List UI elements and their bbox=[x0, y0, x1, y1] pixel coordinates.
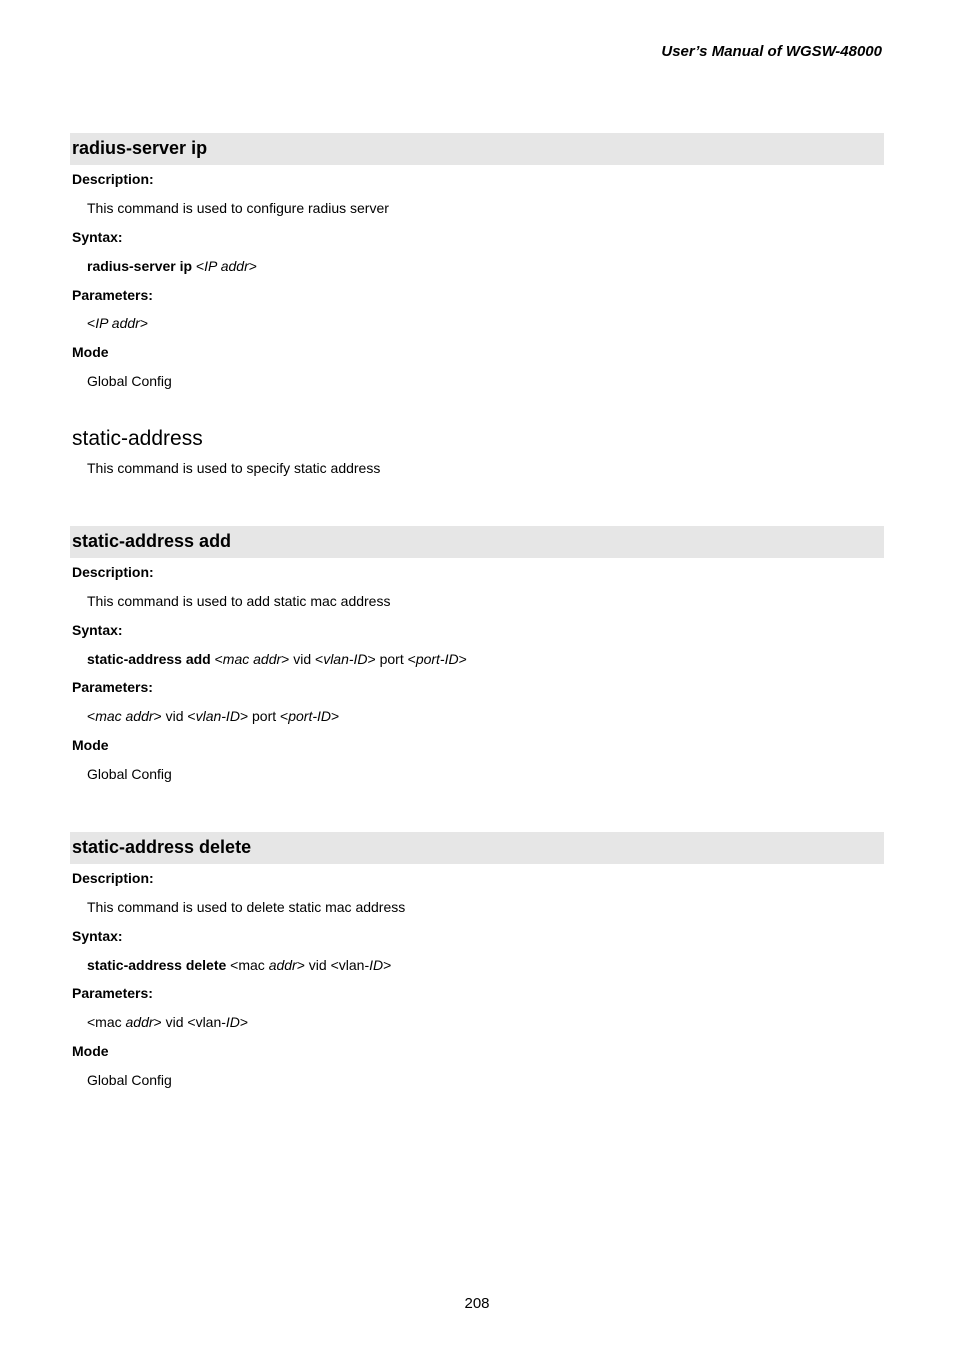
description-label: Description: bbox=[72, 870, 154, 886]
syntax-argument: IP addr bbox=[204, 258, 249, 274]
syntax-label: Syntax: bbox=[72, 622, 123, 638]
param-argument: ID bbox=[225, 1014, 240, 1030]
parameters-label: Parameters: bbox=[72, 985, 153, 1001]
syntax-punct: > bbox=[458, 651, 467, 667]
param-argument: mac addr bbox=[95, 708, 154, 724]
syntax-punct: > bbox=[248, 258, 257, 274]
section-title: radius-server ip bbox=[72, 138, 208, 158]
mode-label: Mode bbox=[72, 344, 109, 360]
parameters-label: Parameters: bbox=[72, 287, 153, 303]
section-title: static-address add bbox=[72, 531, 232, 551]
param-punct: > bbox=[331, 708, 340, 724]
syntax-command: static-address add bbox=[87, 651, 211, 667]
syntax-punct: < bbox=[192, 258, 205, 274]
param-punct: > bbox=[139, 315, 148, 331]
param-punct: < bbox=[87, 315, 96, 331]
mode-text: Global Config bbox=[87, 1072, 172, 1088]
param-argument: vlan-ID bbox=[195, 708, 240, 724]
parameters-text bbox=[87, 1014, 248, 1030]
description-label: Description: bbox=[72, 564, 154, 580]
description-text: This command is used to delete static mac address bbox=[87, 899, 406, 915]
syntax-punct: > bbox=[383, 957, 392, 973]
param-punct: > port < bbox=[239, 708, 289, 724]
syntax-text bbox=[87, 957, 391, 973]
section-header-radius-server-ip bbox=[70, 133, 884, 165]
param-punct: > vid < bbox=[153, 708, 196, 724]
parameters-label: Parameters: bbox=[72, 679, 153, 695]
section-header-static-address-add bbox=[70, 526, 884, 558]
mode-label: Mode bbox=[72, 1043, 109, 1059]
section-title: static-address delete bbox=[72, 837, 252, 857]
group-description: This command is used to specify static address bbox=[87, 460, 381, 476]
description-text: This command is used to add static mac address bbox=[87, 593, 391, 609]
syntax-text bbox=[87, 258, 257, 274]
syntax-argument: vlan-ID bbox=[323, 651, 368, 667]
syntax-command: static-address delete bbox=[87, 957, 227, 973]
param-punct: > vid <vlan- bbox=[153, 1014, 226, 1030]
syntax-argument: mac addr bbox=[222, 651, 282, 667]
syntax-punct: > vid < bbox=[281, 651, 324, 667]
mode-label: Mode bbox=[72, 737, 109, 753]
syntax-punct: <mac bbox=[226, 957, 269, 973]
syntax-punct: > vid <vlan- bbox=[296, 957, 370, 973]
parameters-text bbox=[87, 315, 148, 331]
param-argument: addr bbox=[125, 1014, 154, 1030]
description-label: Description: bbox=[72, 171, 154, 187]
syntax-argument: addr bbox=[268, 957, 297, 973]
syntax-argument: port-ID bbox=[415, 651, 459, 667]
document-header-title: User’s Manual of WGSW-48000 bbox=[661, 43, 882, 60]
syntax-command: radius-server ip bbox=[87, 258, 193, 274]
syntax-argument: ID bbox=[369, 957, 384, 973]
description-text: This command is used to configure radius server bbox=[87, 200, 389, 216]
mode-text: Global Config bbox=[87, 373, 172, 389]
param-punct: > bbox=[239, 1014, 249, 1030]
syntax-label: Syntax: bbox=[72, 928, 123, 944]
group-title-static-address: static-address bbox=[72, 427, 203, 450]
section-header-static-address-delete bbox=[70, 832, 884, 864]
param-punct: < bbox=[87, 708, 96, 724]
param-argument: IP addr bbox=[95, 315, 140, 331]
param-argument: port-ID bbox=[288, 708, 331, 724]
syntax-punct: > port < bbox=[367, 651, 416, 667]
syntax-punct: < bbox=[210, 651, 223, 667]
syntax-label: Syntax: bbox=[72, 229, 123, 245]
mode-text: Global Config bbox=[87, 766, 172, 782]
page-number: 208 bbox=[464, 1295, 490, 1312]
parameters-text bbox=[87, 708, 339, 724]
syntax-text bbox=[87, 651, 467, 667]
param-punct: <mac bbox=[87, 1014, 126, 1030]
